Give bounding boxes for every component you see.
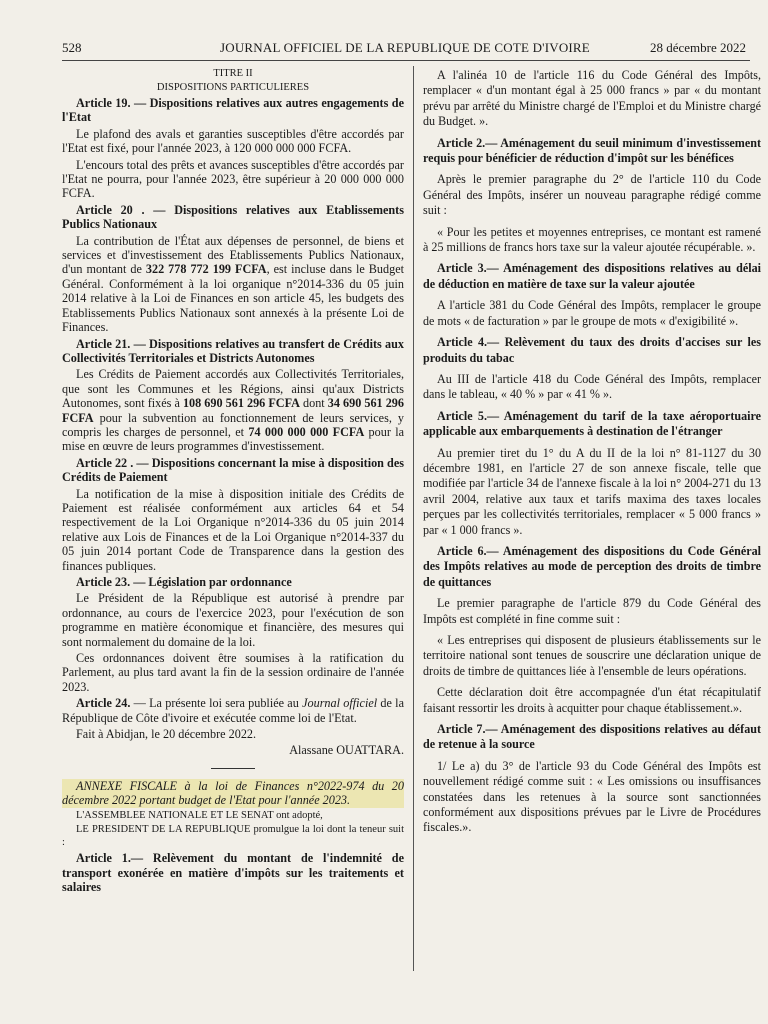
- article-23-paragraph: Ces ordonnances doivent être soumises à la ratification du Parlement, au plus tard avant la fin de la session ordinaire de l'année 2023.: [62, 651, 404, 694]
- article-19-title: Article 19. — Dispositions relatives aux autres engagements de l'Etat: [62, 96, 404, 125]
- article-20-title: Article 20 . — Dispositions relatives aux Etablissements Publics Nationaux: [62, 202, 404, 232]
- article-6-paragraph: Le premier paragraphe de l'article 879 du Code Général des Impôts est complété in fine comme suit :: [423, 596, 761, 626]
- article-3-title: Article 3.— Aménagement des dispositions relatives au délai de déduction en matière de taxe sur la valeur ajoutée: [423, 261, 761, 291]
- article-1-title: Article 1.— Relèvement du montant de l'indemnité de transport exonérée en matière d'impôts sur les traitements et salaires: [62, 851, 404, 894]
- titre-heading: TITRE II: [213, 68, 253, 79]
- alinea-paragraph: A l'alinéa 10 de l'article 116 du Code Général des Impôts, remplacer « d'un montant égal à 25 000 francs » par « du montant prévu par arrêté du Ministre chargé de l'Emploi et du Ministre chargé du Budget. ».: [423, 68, 761, 129]
- article-23-title: Article 23. — Législation par ordonnance: [76, 575, 292, 589]
- article-21-paragraph: Les Crédits de Paiement accordés aux Collectivités Territoriales, que sont les Communes et les Régions, ainsi qu'aux Districts Autonomes, sont fixés à 108 690 561 296 FCFA dont 34 690 561 296 FCFA pour la subvention au fonctionnement de leurs services, y compris les charges de personnel, et 74 000 000 000 FCFA pour la mise en œuvre de leurs programmes d'investissement.: [62, 367, 404, 454]
- article-21-title: Article 21. — Dispositions relatives au transfert de Crédits aux Collectivités Territoriales et Districts Autonomes: [62, 336, 404, 365]
- journal-title: JOURNAL OFFICIEL DE LA REPUBLIQUE DE COTE D'IVOIRE: [220, 40, 590, 55]
- article-2-paragraph: Après le premier paragraphe du 2° de l'article 110 du Code Général des Impôts, insérer un nouveau paragraphe rédigé comme suit :: [423, 172, 761, 218]
- article-2-title: Article 2.— Aménagement du seuil minimum d'investissement requis pour bénéficier de réduction d'impôt sur les bénéfices: [423, 135, 761, 166]
- right-column: [423, 68, 761, 968]
- page-number: 528: [62, 40, 82, 55]
- article-22-paragraph: La notification de la mise à disposition initiale des Crédits de Paiement est réalisée conformément aux articles 64 et 54 respectivement de la Loi Organique n°2014-336 du 05 juin 2014 relative aux Lois de Finances et de la Loi Organique n°2014-337 du 05 juin 2014 portant Code de Transparence dans la gestion des finances publiques.: [62, 486, 404, 573]
- issue-date: 28 décembre 2022: [649, 40, 746, 55]
- amount: 34 690 561 296 FCFA: [62, 396, 404, 425]
- article-19-paragraph: L'encours total des prêts et avances susceptibles d'être accordés par l'Etat ne pourra, pour l'année 2023, être supérieur à 20 000 000 000 FCFA.: [62, 157, 404, 201]
- amount: 108 690 561 296 FCFA: [182, 396, 300, 411]
- article-5-title: Article 5.— Aménagement du tarif de la taxe aéroportuaire applicable aux embarquements à destination de l'étranger: [423, 408, 761, 439]
- article-24-paragraph: Article 24. — La présente loi sera publiée au Journal officiel de la République de Côte d'ivoire et exécutée comme loi de l'Etat.: [62, 696, 404, 725]
- fait-a-abidjan: Fait à Abidjan, le 20 décembre 2022.: [76, 727, 257, 742]
- signature: Alassane OUATTARA.: [289, 743, 404, 758]
- article-20-paragraph: La contribution de l'État aux dépenses de personnel, de biens et services et d'investissement des Etablissements Publics Nationaux, d'un montant de 322 778 772 199 FCFA, est incluse dans le Budget Général. Conformément à la loi organique n°2014-336 du 05 juin 2014 relative à la Loi de Finances en son article 45, les budgets des Etablissements Publics Nationaux sont annexés à la présente Loi de Finances.: [62, 233, 404, 335]
- article-6-paragraph: Cette déclaration doit être accompagnée d'un état récapitulatif faisant ressortir les droits à acquitter pour chaque établissement.».: [423, 685, 761, 715]
- article-3-paragraph: A l'article 381 du Code Général des Impôts, remplacer le groupe de mots « de facturation » par le groupe de mots « d'exigibilité ».: [423, 298, 761, 328]
- president-statement: LE PRESIDENT DE LA REPUBLIQUE promulgue la loi dont la teneur suit :: [62, 824, 404, 848]
- titre-subheading: DISPOSITIONS PARTICULIERES: [156, 82, 310, 93]
- amount: 322 778 772 199 FCFA: [145, 262, 267, 277]
- article-19-paragraph: Le plafond des avals et garanties susceptibles d'être accordés par l'Etat est fixé, pour l'année 2023, à 120 000 000 000 FCFA.: [62, 126, 404, 156]
- article-6-paragraph: « Les entreprises qui disposent de plusieurs établissements sur le territoire national sont tenues de souscrire une déclaration unique de droits de timbre de quittances liée à l'ensemble de leurs opérations.: [423, 633, 761, 678]
- annexe-fiscale-title: ANNEXE FISCALE à la loi de Finances n°2022-974 du 20 décembre 2022 portant budget de l'Etat pour l'année 2023.: [62, 778, 404, 808]
- article-5-paragraph: Au premier tiret du 1° du A du II de la loi n° 81-1127 du 30 décembre 1981, en l'article 27 de son annexe fiscale, telle que modifiée par l'article 34 de l'annexe fiscale à la loi n° 2004-271 du 13 avril 2004, relative aux taux et tarifs maxima des taxes locales perçues par les collectivités territoriales, remplacer « 5 000 francs » par « 1 000 francs ».: [423, 445, 761, 537]
- assemblee-statement: L'ASSEMBLEE NATIONALE ET LE SENAT ont adopté,: [76, 809, 323, 821]
- article-22-title: Article 22 . — Dispositions concernant la mise à disposition des Crédits de Paiement: [62, 455, 404, 485]
- article-7-title: Article 7.— Aménagement des dispositions relatives au défaut de retenue à la source: [423, 722, 761, 752]
- article-4-title: Article 4.— Relèvement du taux des droits d'accises sur les produits du tabac: [423, 335, 761, 365]
- amount: 74 000 000 000 FCFA: [248, 424, 365, 439]
- article-6-title: Article 6.— Aménagement des dispositions du Code Général des Impôts relatives au mode de perception des droits de timbre de quittances: [423, 543, 761, 589]
- separator-line: [211, 768, 255, 769]
- column-divider: [413, 66, 414, 971]
- left-column: [62, 68, 404, 968]
- article-23-paragraph: Le Président de la République est autorisé à prendre par ordonnance, au cours de l'exercice 2023, pour l'exécution de son programme en matière économique et financière, des mesures qui sont normalement du domaine de la loi.: [62, 591, 404, 649]
- page-header: [62, 38, 750, 61]
- article-7-paragraph: 1/ Le a) du 3° de l'article 93 du Code Général des Impôts est nouvellement rédigé comme suit : « Les omissions ou insuffisances constatées dans les retenues à la source sont sanctionnées conformément aux dispositions prévues par le Livre de Procédures fiscales.».: [423, 758, 761, 835]
- article-2-paragraph: « Pour les petites et moyennes entreprises, ce montant est ramené à 25 millions de francs hors taxe sur la valeur ajoutée récupérable. ».: [423, 224, 761, 255]
- article-4-paragraph: Au III de l'article 418 du Code Général des Impôts, remplacer dans le tableau, « 40 % » par « 41 % ».: [423, 371, 761, 402]
